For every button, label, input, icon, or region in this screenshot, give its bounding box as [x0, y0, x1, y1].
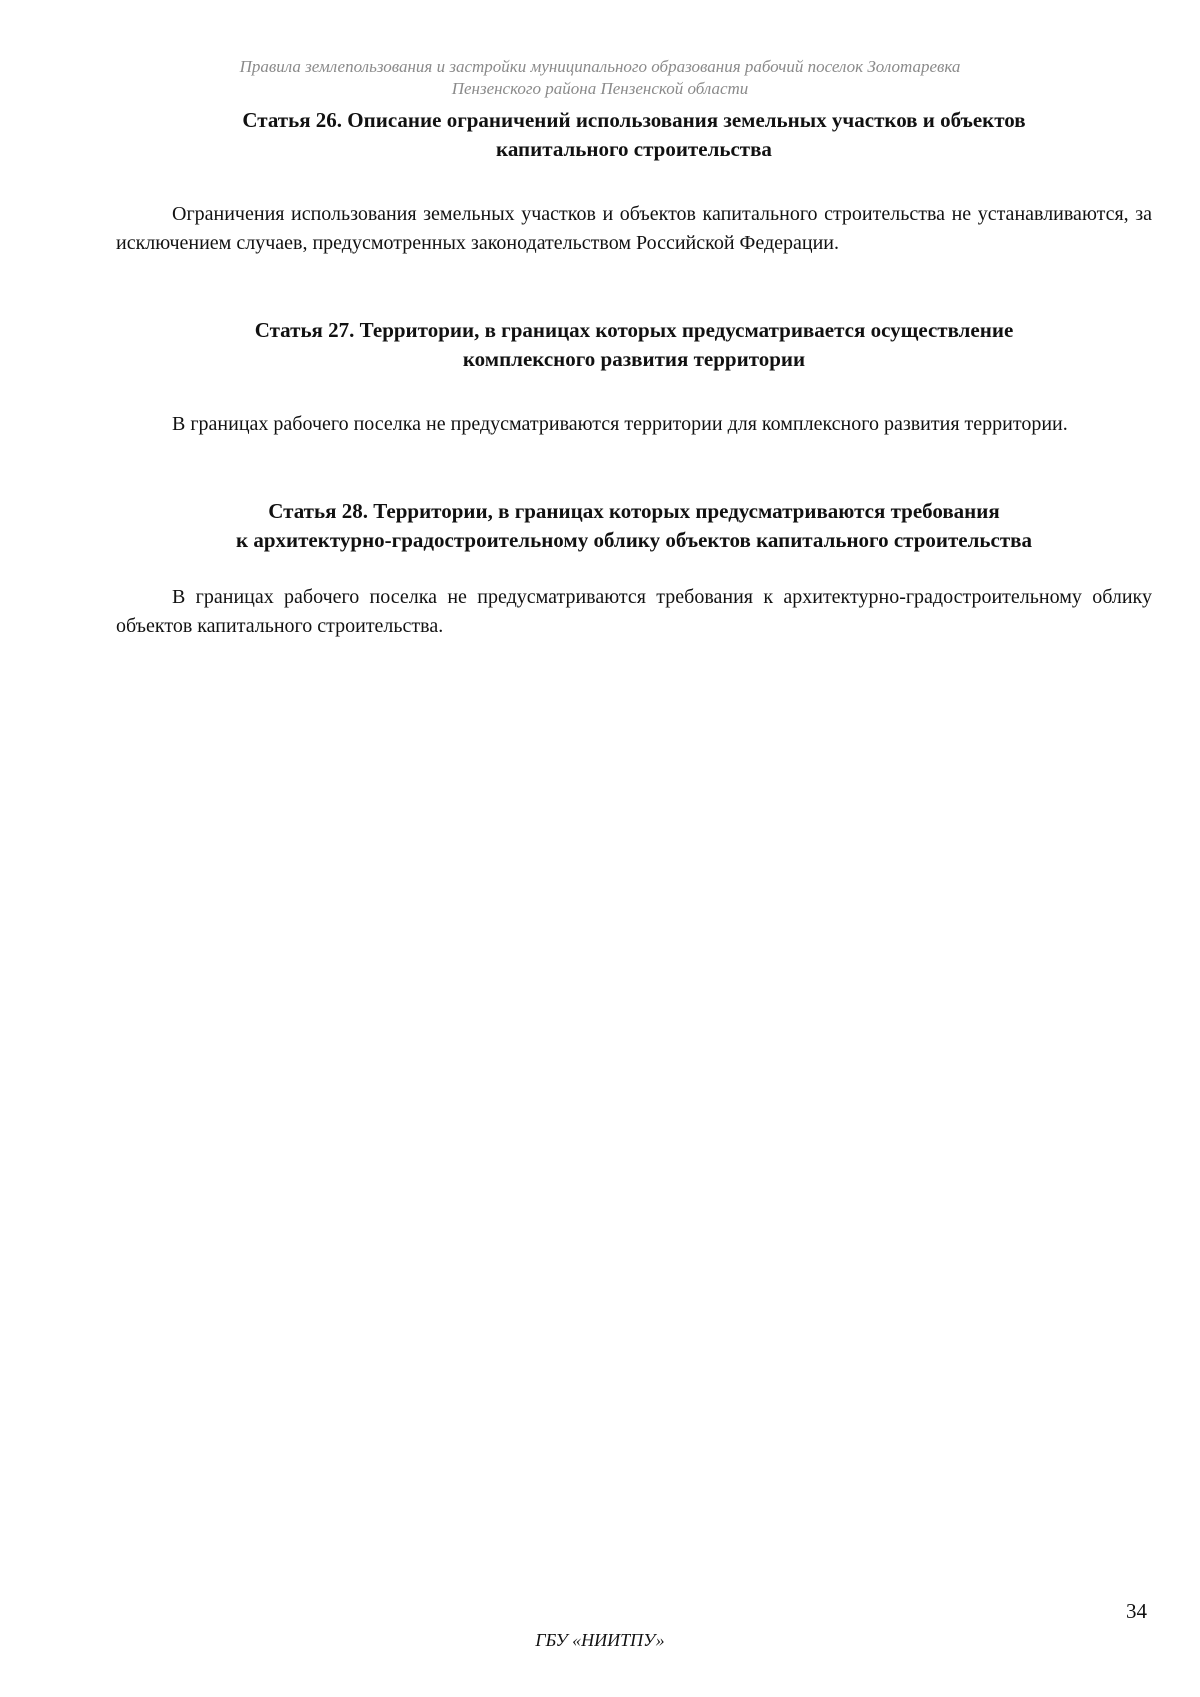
article-body: В границах рабочего поселка не предусматриваются территории для комплексного развития территории. [172, 413, 1068, 435]
article-title-line-2: капитального строительства [496, 137, 772, 161]
article-title [116, 106, 1152, 164]
running-header [150, 56, 1050, 100]
article-title-line-2: комплексного развития территории [462, 347, 806, 371]
article-title-line-1: Статья 28. Территории, в границах которых предусматриваются требования [268, 499, 1000, 523]
article-body: В границах рабочего поселка не предусматриваются требования к архитектурно-градостроительному облику объектов капитального строительства. [116, 586, 1152, 637]
article-title-line-2: к архитектурно-градостроительному облику объектов капитального строительства [235, 528, 1032, 552]
article-title [116, 497, 1152, 555]
article-28 [116, 497, 1152, 641]
article-26 [116, 106, 1152, 258]
article-27 [116, 316, 1152, 439]
running-header-line-1: Правила землепользования и застройки муниципального образования рабочий поселок Золотаревка [239, 57, 961, 76]
running-header-line-2: Пензенского района Пензенской области [451, 79, 749, 98]
footer-organization: ГБУ «НИИТПУ» [535, 1630, 665, 1650]
article-title [116, 316, 1152, 374]
page-number: 34 [1126, 1599, 1147, 1623]
article-title-line-1: Статья 26. Описание ограничений использования земельных участков и объектов [242, 108, 1026, 132]
article-body: Ограничения использования земельных участков и объектов капитального строительства не устанавливаются, за исключением случаев, предусмотренных законодательством Российской Федерации. [116, 203, 1152, 254]
article-title-line-1: Статья 27. Территории, в границах которых предусматривается осуществление [254, 318, 1014, 342]
